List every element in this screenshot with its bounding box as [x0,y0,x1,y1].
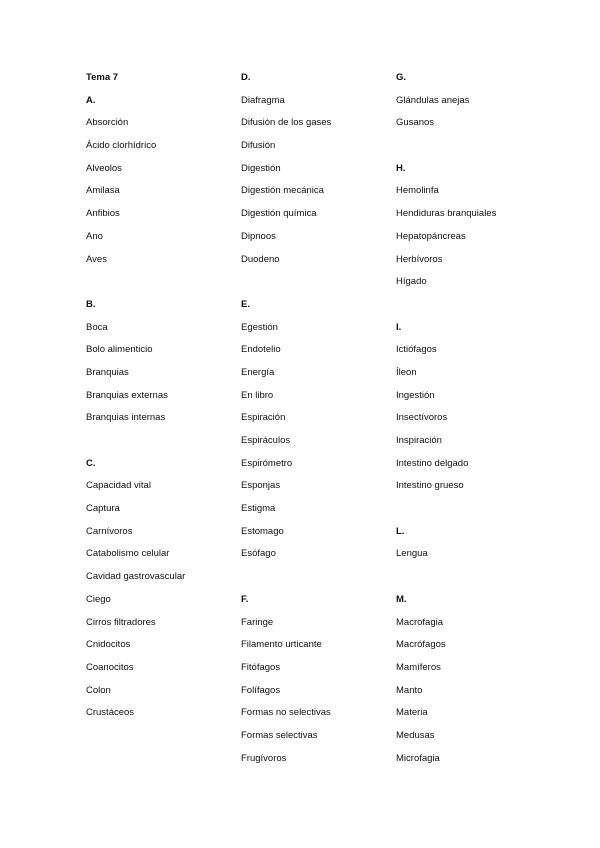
glossary-term: Inspiración [396,435,442,446]
page-title: Tema 7 [86,72,119,83]
glossary-term: Estigma [241,503,276,515]
glossary-term: Capacidad vital [86,480,151,492]
glossary-term: Frugívoros [241,752,287,764]
glossary-column-1 [86,67,236,725]
section-letter-heading: F. [241,593,249,605]
glossary-term: Medusas [396,729,435,741]
glossary-term: Branquias externas [86,389,168,401]
glossary-column-2 [241,67,391,770]
glossary-term: Espirómetro [241,457,293,469]
glossary-term: Lengua [396,548,428,560]
glossary-term: Estomago [241,525,284,537]
glossary-term: Herbívoros [396,253,443,265]
glossary-term: Hemolinfa [396,185,439,197]
glossary-term: Egestión [241,321,278,333]
glossary-term: Macrofagia [396,616,443,628]
glossary-term: Digestión [241,162,281,174]
glossary-term: Hepatopáncreas [396,230,466,242]
glossary-term: Boca [86,321,108,333]
glossary-term: Espiración [241,412,286,424]
glossary-term: Espiráculos [241,435,291,446]
spacer [241,271,391,294]
glossary-term: Cirros filtradores [86,616,156,628]
glossary-term: Catabolismo celular [86,548,170,560]
glossary-term: Ictiófagos [396,344,437,356]
glossary-term: Ácido clorhídrico [86,140,157,152]
glossary-column-3 [396,67,576,770]
glossary-term: Absorción [86,117,129,129]
glossary-term: Ano [86,230,103,242]
glossary-term: Ingestión [396,389,435,401]
section-letter-heading: A. [86,94,96,106]
glossary-term: Fitófagos [241,661,281,673]
section-letter-heading: H. [396,162,406,174]
spacer [396,135,576,158]
spacer [396,294,576,317]
glossary-term: Carnívoros [86,525,133,537]
section-letter-heading: E. [241,298,250,310]
glossary-term: Digestión química [241,208,317,220]
glossary-term: Aves [86,253,107,265]
glossary-term: Bolo alimenticio [86,344,153,356]
glossary-term: Filamento urticante [241,639,322,651]
glossary-term: Captura [86,503,120,515]
glossary-term: Hendiduras branquiales [396,208,497,220]
glossary-term: Hígado [396,276,427,288]
glossary-term: Materia [396,707,428,719]
glossary-term: Crustáceos [86,707,135,719]
glossary-term: Colon [86,684,111,696]
section-letter-heading: B. [86,298,96,310]
glossary-term: Intestino delgado [396,457,469,469]
glossary-term: Microfagia [396,752,440,764]
section-letter-heading: M. [396,593,407,605]
glossary-term: Energía [241,366,275,378]
glossary-term: Coanocitos [86,661,134,673]
glossary-term: Cnidocitos [86,639,131,651]
glossary-term: Esófago [241,548,276,560]
glossary-term: Anfibios [86,208,120,220]
glossary-term: Mamíferos [396,661,441,673]
glossary-term: Manto [396,684,423,696]
glossary-term: En libro [241,389,274,401]
section-letter-heading: C. [86,457,96,469]
spacer [86,430,236,453]
glossary-term: Folífagos [241,684,281,696]
glossary-term: Macrófagos [396,639,446,651]
glossary-term: Insectívoros [396,412,448,424]
glossary-term: Ciego [86,593,111,605]
glossary-term: Esponjas [241,480,281,492]
section-letter-heading: L. [396,525,405,537]
glossary-term: Faringe [241,616,274,628]
spacer [86,271,236,294]
glossary-term: Endotelio [241,344,281,356]
glossary-term: Diafragma [241,94,285,106]
glossary-term: Branquias internas [86,412,166,424]
glossary-term: Duodeno [241,253,280,265]
glossary-term: Dipnoos [241,230,276,242]
glossary-term: Íleon [396,366,417,378]
glossary-term: Glándulas anejas [396,94,470,106]
section-letter-heading: G. [396,72,407,83]
glossary-term: Alveolos [86,162,122,174]
spacer [396,566,576,589]
glossary-term: Cavidad gastrovascular [86,571,186,583]
spacer [396,498,576,521]
section-letter-heading: I. [396,321,402,333]
glossary-term: Formas no selectivas [241,707,331,719]
glossary-term: Difusión de los gases [241,117,332,129]
glossary-term: Formas selectivas [241,729,318,741]
glossary-term: Amilasa [86,185,120,197]
glossary-term: Branquias [86,366,129,378]
spacer [241,566,391,589]
section-letter-heading: D. [241,72,251,83]
glossary-term: Intestino grueso [396,480,464,492]
glossary-term: Difusión [241,140,276,152]
glossary-term: Digestión mecánica [241,185,324,197]
glossary-term: Gusanos [396,117,435,129]
